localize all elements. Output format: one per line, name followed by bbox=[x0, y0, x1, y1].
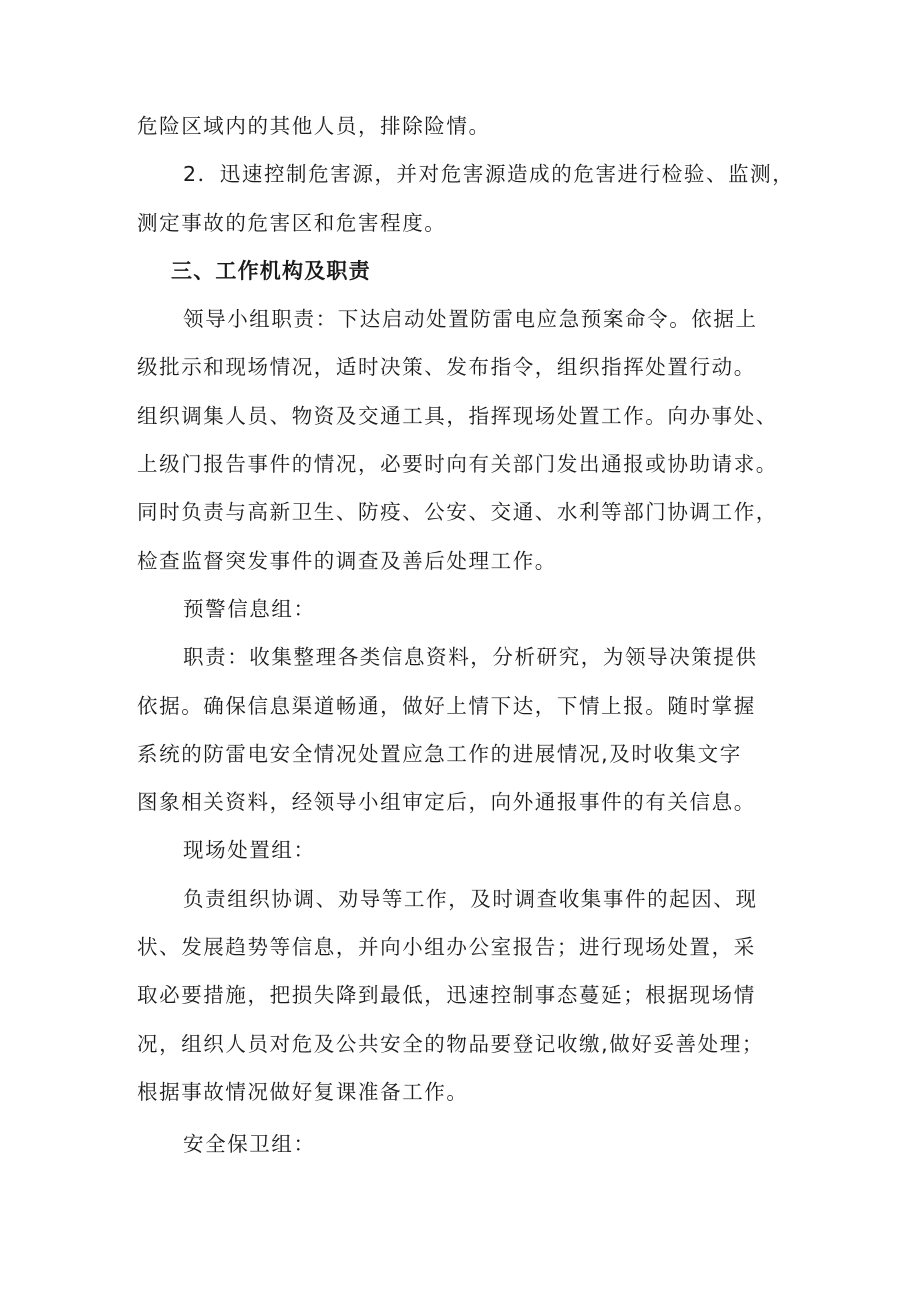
text-line: 状、发展趋势等信息，并向小组办公室报告；进行现场处置，采 bbox=[137, 935, 756, 960]
paragraph-control-hazard-source bbox=[137, 150, 805, 247]
subheading-warning-group bbox=[137, 585, 805, 633]
text-line: 系统的防雷电安全情况处置应急工作的进展情况,及时收集文字 bbox=[137, 741, 742, 766]
text-line: 组织调集人员、物资及交通工具，指挥现场处置工作。向办事处、 bbox=[137, 403, 778, 428]
heading-text: 三、工作机构及职责 bbox=[171, 258, 371, 283]
paragraph-warning-duties bbox=[137, 633, 805, 826]
text-line: 级批示和现场情况，适时决策、发布指令，组织指挥处置行动。 bbox=[137, 355, 756, 380]
paragraph-onsite-duties bbox=[137, 875, 805, 1116]
text-line: 检查监督突发事件的调查及善后处理工作。 bbox=[137, 548, 557, 573]
section-heading bbox=[137, 247, 805, 295]
text-line: 根据事故情况做好复课准备工作。 bbox=[137, 1079, 469, 1104]
text-line: 同时负责与高新卫生、防疫、公安、交通、水利等部门协调工作， bbox=[137, 500, 778, 525]
paragraph-hazard-area bbox=[137, 102, 805, 150]
text-line: 职责：收集整理各类信息资料，分析研究，为领导决策提供 bbox=[183, 645, 758, 670]
text-line: 预警信息组： bbox=[183, 596, 316, 621]
paragraph-leadership-duties bbox=[137, 295, 805, 585]
text-line: 测定事故的危害区和危害程度。 bbox=[137, 210, 447, 235]
text-line: 领导小组职责：下达启动处置防雷电应急预案命令。依据上 bbox=[183, 307, 758, 332]
text-line: 图象相关资料，经领导小组审定后，向外通报事件的有关信息。 bbox=[137, 790, 756, 815]
text-line: 上级门报告事件的情况，必要时向有关部门发出通报或协助请求。 bbox=[137, 452, 778, 477]
text-line: 取必要措施，把损失降到最低，迅速控制事态蔓延；根据现场情 bbox=[137, 983, 756, 1008]
text-line: 安全保卫组： bbox=[183, 1132, 316, 1157]
subheading-security-group bbox=[137, 1120, 805, 1168]
text-line: 况，组织人员对危及公共安全的物品要登记收缴,做好妥善处理； bbox=[137, 1031, 764, 1056]
text-line: 2．迅速控制危害源，并对危害源造成的危害进行检验、监测， bbox=[183, 162, 795, 187]
text-line: 负责组织协调、劝导等工作，及时调查收集事件的起因、现 bbox=[183, 886, 758, 911]
text-line: 现场处置组： bbox=[183, 838, 316, 863]
subheading-onsite-group bbox=[137, 826, 805, 874]
document-body bbox=[137, 102, 805, 1169]
text-line: 危险区域内的其他人员，排除险情。 bbox=[137, 114, 491, 138]
text-line: 依据。确保信息渠道畅通，做好上情下达，下情上报。随时掌握 bbox=[137, 693, 756, 718]
